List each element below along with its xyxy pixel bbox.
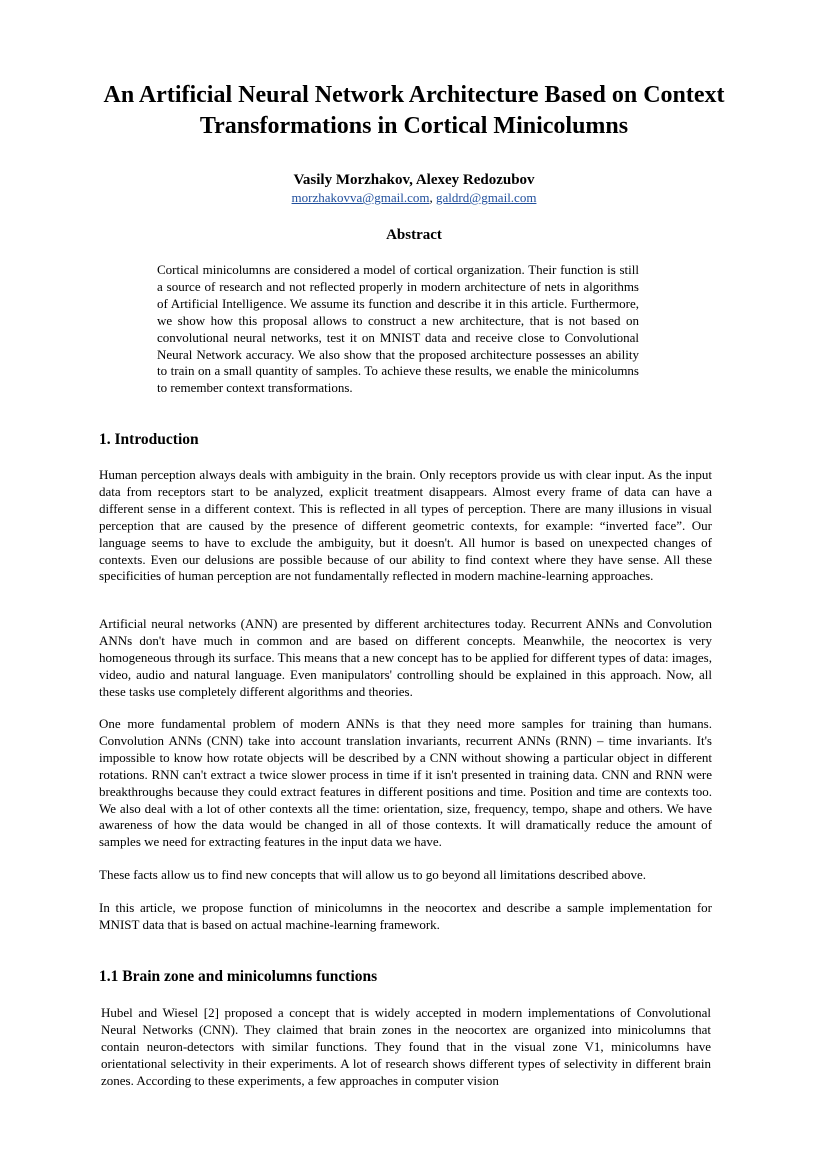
email-separator: , — [429, 190, 437, 205]
intro-paragraph: In this article, we propose function of minicolumns in the neocortex and describe a sample implementation for MNIST data that is based on actual machine-learning framework. — [99, 900, 712, 932]
intro-paragraph: Human perception always deals with ambiguity in the brain. Only receptors provide us with clear input. As the input data from receptors start to be analyzed, explicit treatment disappears. Almost every frame of data can have a different sense in a different context. This is reflected in all types of perception. There are many illusions in visual perception that are caused by the presence of different geometric contexts, for example: “inverted face”. Our language seems to have to exclude the ambiguity, but it doesn't. All humor is based on unexpected changes of contexts. Even our delusions are possible because of our ability to find context where they have sense. All these specificities of human perception are not fundamentally reflected in modern machine-learning approaches. — [99, 467, 712, 584]
authors-line: Vasily Morzhakov, Alexey Redozubov — [293, 172, 535, 188]
paper-title: An Artificial Neural Network Architecture Based on Context Transformations in Cortical Minicolumns — [103, 82, 725, 139]
abstract-text: Cortical minicolumns are considered a model of cortical organization. Their function is still a source of research and not reflected properly in modern architecture of nets in algorithms of Artificial Intelligence. We assume its function and describe it in this article. Furthermore, we show how this proposal allows to construct a new architecture, that is not based on convolutional neural networks, test it on MNIST data and receive close to Convolutional Neural Network accuracy. We also show that the proposed architecture possesses an ability to train on a small quantity of samples. To achieve these results, we enable the minicolumns to remember context transformations. — [157, 262, 639, 396]
email-link-redozubov[interactable]: galdrd@gmail.com — [436, 190, 537, 205]
section-heading-brain-zone: 1.1 Brain zone and minicolumns functions — [99, 968, 378, 985]
email-link-morzhakov[interactable]: morzhakovva@gmail.com — [291, 190, 430, 205]
intro-paragraph: One more fundamental problem of modern ANNs is that they need more samples for training than humans. Convolution ANNs (CNN) take into account translation invariants, recurrent ANNs (RNN) – time invariants. It's impossible to know how rotate objects will be described by a CNN without showing a particular object in different rotations. RNN can't extract a twice slower process in time if it isn't presented in training data. CNN and RNN were breakthroughs because they could extract features in different positions and time. Position and time are contexts too. We also deal with a lot of other contexts all the time: orientation, size, frequency, tempo, shape and others. We have awareness of how the data would be changed in all of those contexts. It will dramatically reduce the amount of samples we need for extracting features in the input data we have. — [99, 716, 712, 850]
intro-paragraph: These facts allow us to find new concepts that will allow us to go beyond all limitations described above. — [99, 867, 646, 882]
intro-paragraph: Artificial neural networks (ANN) are presented by different architectures today. Recurrent ANNs and Convolution ANNs don't have much in common and are based on different concepts. Meanwhile, the neocortex is very homogeneous through its surface. This means that a new concept has to be applied for different types of data: images, video, audio and natural language. Even manipulators' controlling should be explained in this approach. Now, all these tasks use completely different algorithms and theories. — [99, 616, 712, 699]
abstract-heading: Abstract — [386, 227, 442, 243]
section-heading-introduction: 1. Introduction — [99, 431, 199, 448]
brain-zone-paragraph: Hubel and Wiesel [2] proposed a concept that is widely accepted in modern implementations of Convolutional Neural Networks (CNN). They claimed that brain zones in the neocortex are organized into minicolumns that contain neuron-detectors with similar functions. They found that in the visual zone V1, minicolumns have orientational selectivity in their experiments. A lot of research shows different types of selectivity in different brain zones. According to these experiments, a few approaches in computer vision — [101, 1005, 711, 1088]
author-emails — [100, 190, 728, 206]
